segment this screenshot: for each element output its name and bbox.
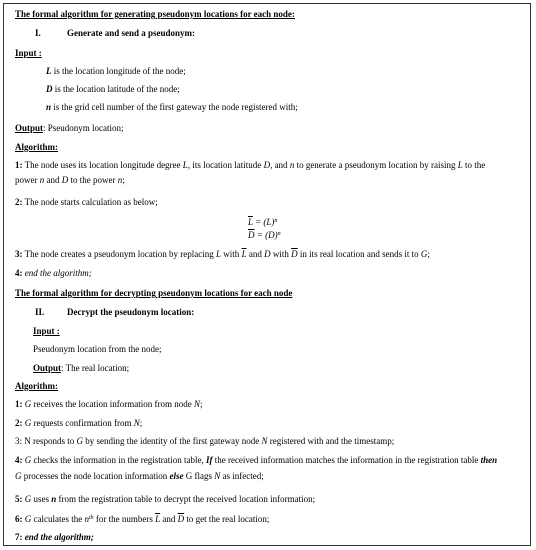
section2-step6: 6: G calculates the $n^{th}$ for the numbers $\overline{L}$ and $\overline{D}$ to get the real location; — [15, 514, 270, 524]
input-grid-cell: n is the grid cell number of the first gateway the node registered with; — [46, 102, 298, 112]
output-line: Output: Pseudonym location; — [15, 123, 124, 133]
equation-d: $\overline{D} = (D)^n$ — [248, 230, 281, 240]
step1-line1: 1: The node uses its location longitude degree L, its location latitude D, and n to generate a pseudonym location by raising L to the — [15, 160, 486, 170]
section2-step5: 5: G uses n from the registration table to decrypt the received location information; — [15, 494, 316, 504]
input-latitude: D is the location latitude of the node; — [46, 84, 180, 94]
step1-line2: power n and D to the power n; — [15, 175, 125, 185]
equation-l: $\overline{L} = (L)^n$ — [248, 217, 278, 227]
section2-algorithm-label: Algorithm: — [15, 381, 58, 391]
section2-step4-line1: 4: G checks the information in the registration table, If the received information matches the information in the registration table then — [15, 455, 498, 465]
section1-heading: The formal algorithm for generating pseudonym locations for each node: — [15, 9, 295, 19]
section2-title: Decrypt the pseudonym location: — [67, 307, 195, 317]
section2-output-line: Output: The real location; — [33, 363, 130, 373]
input-longitude: L is the location longitude of the node; — [46, 66, 186, 76]
section2-step7: 7: end the algorithm; — [15, 532, 94, 542]
section2-step4-line2: G processes the node location information else G flags N as infected; — [15, 471, 264, 481]
section2-step1: 1: G receives the location information from node N; — [15, 399, 203, 409]
section2-heading: The formal algorithm for decrypting pseudonym locations for each node — [15, 288, 293, 298]
step4: 4: end the algorithm; — [15, 268, 92, 278]
section2-step3: 3: N responds to G by sending the identity of the first gateway node N registered with and the timestamp; — [15, 436, 395, 446]
section1-title: Generate and send a pseudonym: — [67, 28, 196, 38]
section2-input-text: Pseudonym location from the node; — [33, 344, 162, 354]
section1-number: I. — [35, 28, 41, 38]
section2-number: II. — [35, 307, 45, 317]
section2-step2: 2: G requests confirmation from N; — [15, 418, 143, 428]
section2-input-label: Input : — [33, 326, 60, 336]
step2: 2: The node starts calculation as below; — [15, 197, 158, 207]
step3: 3: The node creates a pseudonym location by replacing L with $\overline{L}$ and D with $\overline{D}$ in its real location and sends it to G; — [15, 249, 430, 259]
algorithm-label: Algorithm: — [15, 142, 58, 152]
input-label: Input : — [15, 48, 42, 58]
